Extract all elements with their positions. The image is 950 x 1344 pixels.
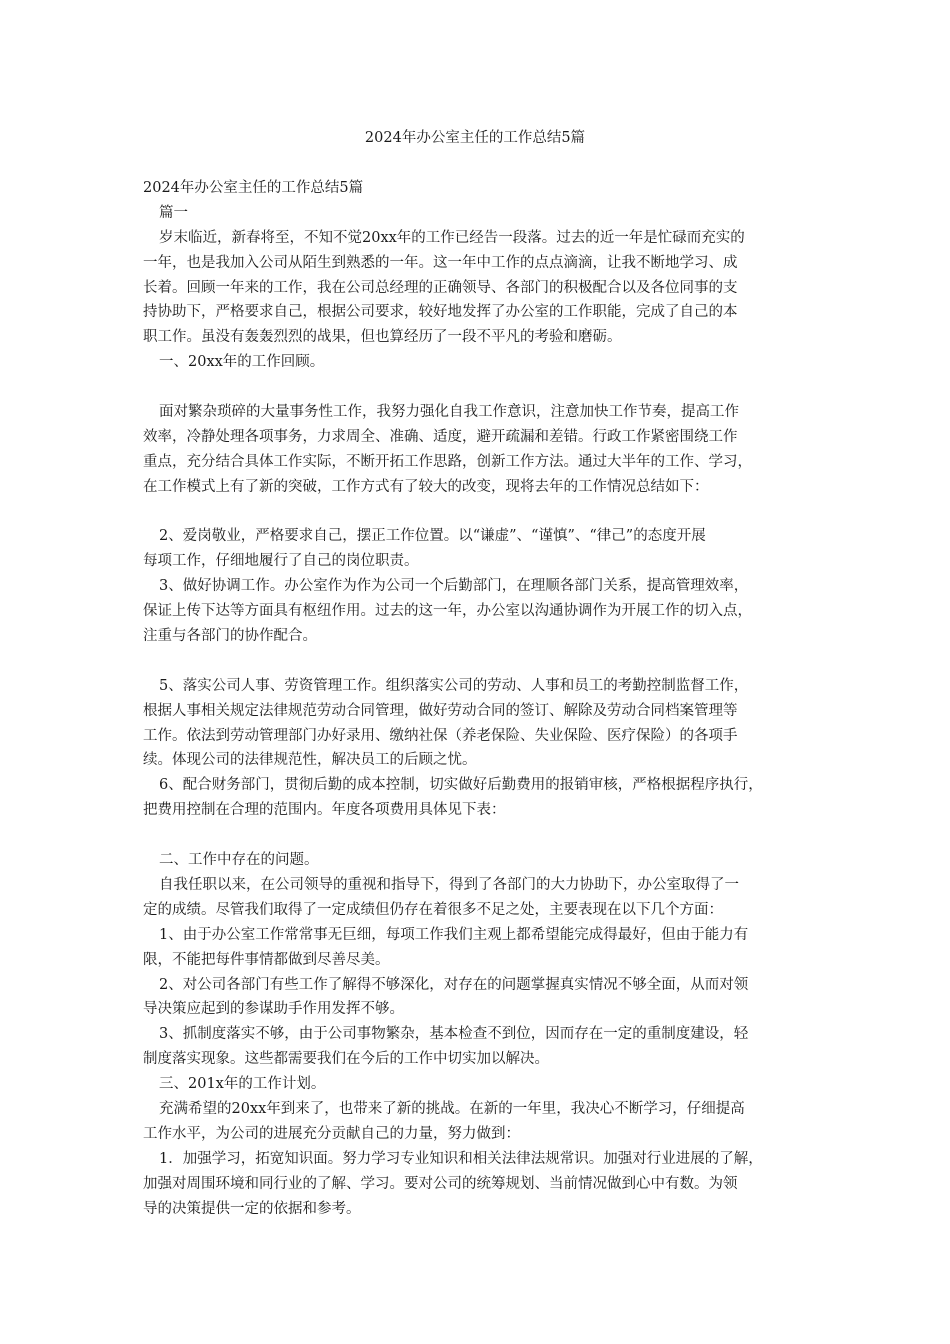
text-line: 制度落实现象。这些都需要我们在今后的工作中切实加以解决。 xyxy=(143,1051,549,1068)
text-line: 在工作模式上有了新的突破，工作方式有了较大的改变，现将去年的工作情况总结如下： xyxy=(143,478,709,495)
text-line: 长着。回顾一年来的工作，我在公司总经理的正确领导、各部门的积极配合以及各位同事的支 xyxy=(143,279,738,296)
blank-line xyxy=(143,823,823,848)
text-line: 把费用控制在合理的范围内。年度各项费用具体见下表： xyxy=(143,802,506,819)
text-line: 二、工作中存在的问题。 xyxy=(159,852,319,869)
text-line: 5、落实公司人事、劳资管理工作。组织落实公司的劳动、人事和员工的考勤控制监督工作， xyxy=(159,677,749,694)
blank-line xyxy=(143,649,823,674)
text-line: 限，不能把每件事情都做到尽善尽美。 xyxy=(143,951,390,968)
text-line: 工作。依法到劳动管理部门办好录用、缴纳社保（养老保险、失业保险、医疗保险）的各项手 xyxy=(143,727,738,744)
text-line: 自我任职以来，在公司领导的重视和指导下，得到了各部门的大力协助下，办公室取得了一 xyxy=(159,876,739,893)
text-line: 面对繁杂琐碎的大量事务性工作，我努力强化自我工作意识，注意加快工作节奏，提高工作 xyxy=(159,404,739,421)
text-line: 2、爱岗敬业，严格要求自己，摆正工作位置。以“谦虚”、“谨慎”、“律己”的态度开展 xyxy=(159,528,706,545)
text-line: 每项工作，仔细地履行了自己的岗位职责。 xyxy=(143,553,419,570)
document-title: 2024年办公室主任的工作总结5篇 xyxy=(364,130,586,146)
text-line: 一年，也是我加入公司从陌生到熟悉的一年。这一年中工作的点点滴滴，让我不断地学习、成 xyxy=(143,254,738,271)
text-line: 一、20xx年的工作回顾。 xyxy=(159,354,325,371)
text-line: 导决策应起到的参谋助手作用发挥不够。 xyxy=(143,1001,404,1018)
text-line: 持协助下，严格要求自己，根据公司要求，较好地发挥了办公室的工作职能，完成了自己的本 xyxy=(143,304,738,321)
text-line: 岁末临近，新春将至，不知不觉20xx年的工作已经告一段落。过去的近一年是忙碌而充实的 xyxy=(159,229,745,246)
text-line: 保证上传下达等方面具有枢纽作用。过去的这一年，办公室以沟通协调作为开展工作的切入点， xyxy=(143,603,752,620)
text-line: 工作水平，为公司的进展充分贡献自己的力量，努力做到： xyxy=(143,1125,520,1142)
text-line: 职工作。虽没有轰轰烈烈的战果，但也算经历了一段不平凡的考验和磨砺。 xyxy=(143,329,622,346)
text-line: 2、对公司各部门有些工作了解得不够深化，对存在的问题掌握真实情况不够全面，从而对领 xyxy=(159,976,749,993)
text-line: 导的决策提供一定的依据和参考。 xyxy=(143,1200,361,1217)
blank-line xyxy=(143,500,823,525)
text-line: 加强对周围环境和同行业的了解、学习。要对公司的统筹规划、当前情况做到心中有数。为领 xyxy=(143,1175,738,1192)
text-line: 充满希望的20xx年到来了，也带来了新的挑战。在新的一年里，我决心不断学习，仔细提高 xyxy=(159,1100,745,1117)
text-line: 重点，充分结合具体工作实际，不断开拓工作思路，创新工作方法。通过大半年的工作、学习， xyxy=(143,453,752,470)
text-line: 根据人事相关规定法律规范劳动合同管理，做好劳动合同的签订、解除及劳动合同档案管理等 xyxy=(143,702,738,719)
text-line: 6、配合财务部门，贯彻后勤的成本控制，切实做好后勤费用的报销审核，严格根据程序执行， xyxy=(159,777,763,794)
text-line: 3、做好协调工作。办公室作为作为公司一个后勤部门，在理顺各部门关系，提高管理效率， xyxy=(159,578,749,595)
text-line: 3、抓制度落实不够，由于公司事物繁杂，基本检查不到位，因而存在一定的重制度建设，轻 xyxy=(159,1026,749,1043)
text-line: 三、201x年的工作计划。 xyxy=(159,1076,326,1093)
text-line: 定的成绩。尽管我们取得了一定成绩但仍存在着很多不足之处，主要表现在以下几个方面： xyxy=(143,901,723,918)
text-line: 篇一 xyxy=(159,204,188,221)
text-line: 1、由于办公室工作常常事无巨细，每项工作我们主观上都希望能完成得最好，但由于能力有 xyxy=(159,926,749,943)
document-body xyxy=(143,176,823,1221)
text-line: 续。体现公司的法律规范性，解决员工的后顾之忧。 xyxy=(143,752,477,769)
text-line: 效率，冷静处理各项事务，力求周全、准确、适度，避开疏漏和差错。行政工作紧密围绕工作 xyxy=(143,428,738,445)
text-line: 2024年办公室主任的工作总结5篇 xyxy=(143,180,364,196)
text-line: 注重与各部门的协作配合。 xyxy=(143,628,317,645)
text-line: 1．加强学习，拓宽知识面。努力学习专业知识和相关法律法规常识。加强对行业进展的了解， xyxy=(159,1150,763,1167)
blank-line xyxy=(143,375,823,400)
